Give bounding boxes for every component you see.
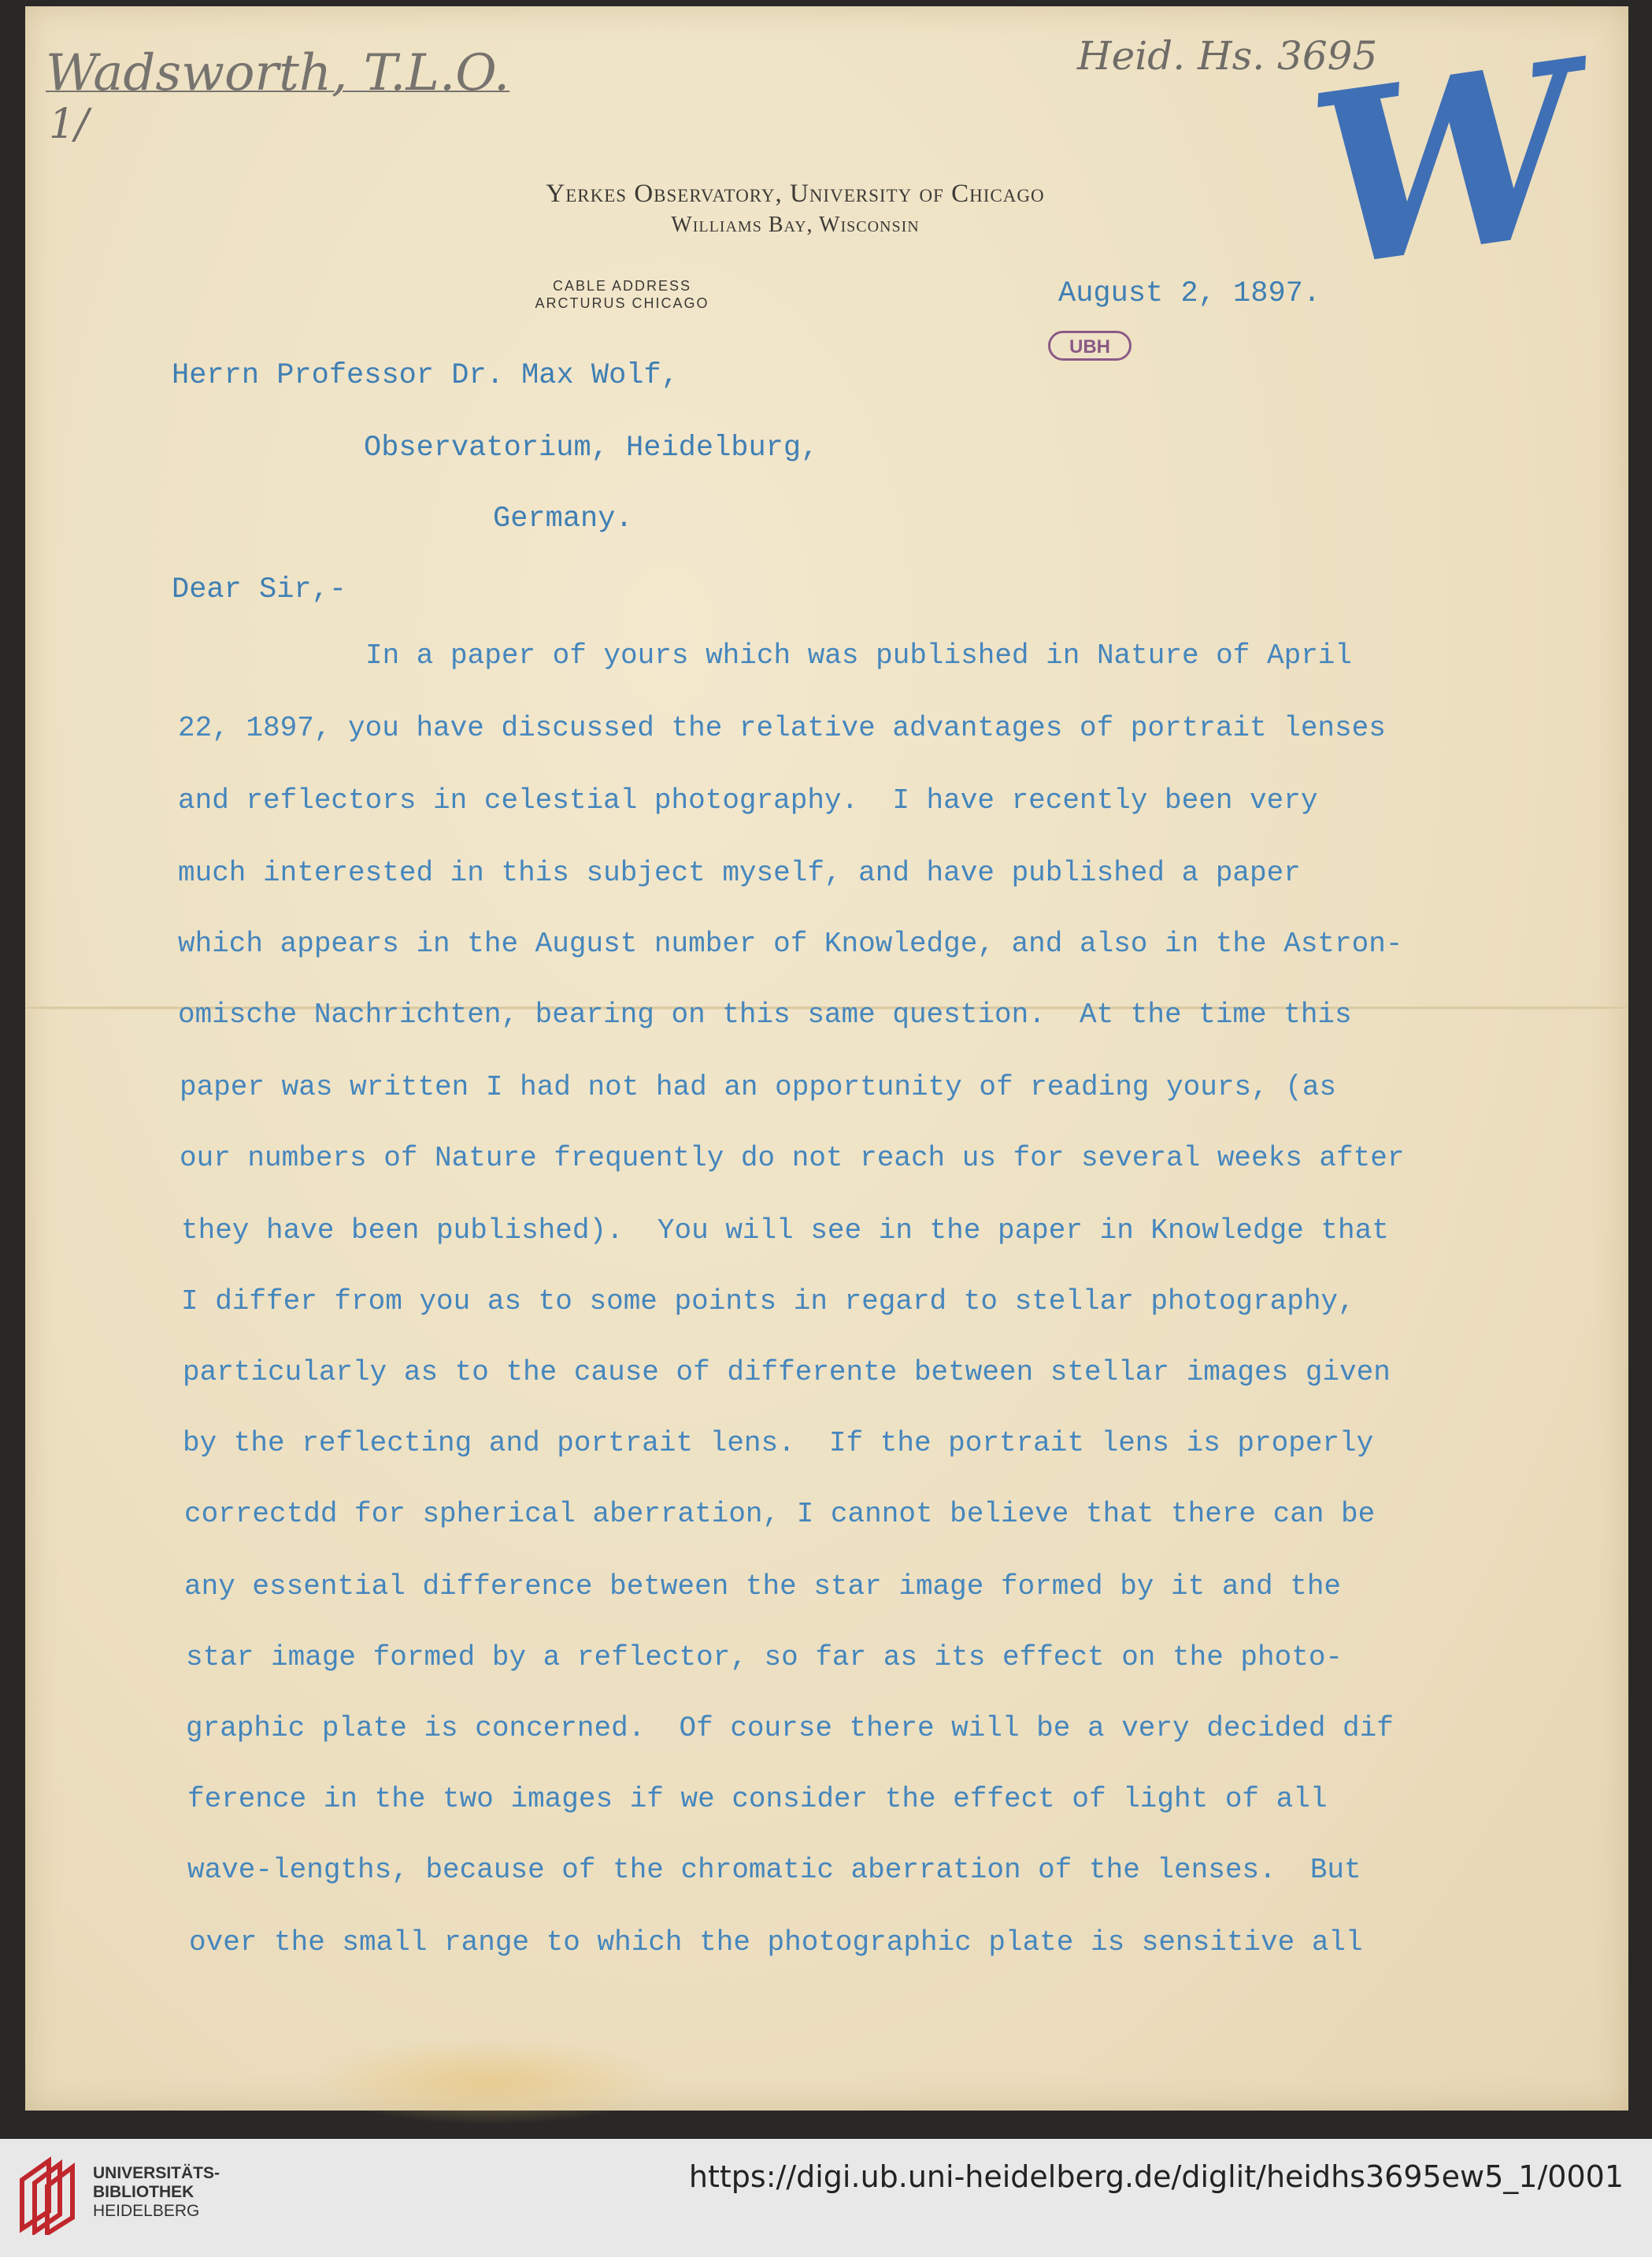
handwritten-name: Wadsworth, T.L.O. [46, 44, 510, 102]
body-line: and reflectors in celestial photography. I have recently been very [178, 784, 1318, 817]
body-line: In a paper of yours which was published in Nature of April [365, 639, 1353, 672]
handwritten-shelfmark: Heid. Hs. 3695 [1077, 33, 1378, 79]
recipient-line-2: Observatorium, Heidelburg, [364, 432, 819, 465]
cable-address-label: CABLE ADDRESS [552, 278, 692, 294]
paper-stain [309, 2038, 671, 2125]
body-line: which appears in the August number of Knowledge, and also in the Astron- [178, 928, 1403, 960]
handwritten-folio: 1/ [49, 101, 89, 148]
body-line: over the small range to which the photographic plate is sensitive all [189, 1926, 1363, 1959]
blue-crayon-letter: W [1297, 9, 1598, 321]
body-line: star image formed by a reflector, so far as its effect on the photo- [186, 1641, 1343, 1673]
body-line: our numbers of Nature frequently do not reach us for several weeks after [180, 1142, 1405, 1174]
library-name [93, 2164, 220, 2221]
recipient-line-1: Herrn Professor Dr. Max Wolf, [172, 359, 679, 392]
body-line: 22, 1897, you have discussed the relative advantages of portrait lenses [178, 712, 1386, 744]
recipient-line-3: Germany. [493, 502, 633, 536]
cable-address-value: ARCTURUS CHICAGO [535, 295, 709, 311]
library-stamp: UBH [1048, 331, 1132, 361]
library-name-line-1: UNIVERSITÄTS- [93, 2164, 220, 2182]
body-line: graphic plate is concerned. Of course there will be a very decided dif [186, 1712, 1394, 1744]
cable-address [504, 277, 740, 312]
body-line: I differ from you as to some points in regard to stellar photography, [181, 1285, 1355, 1318]
body-line: wave-lengths, because of the chromatic aberration of the lenses. But [187, 1854, 1361, 1886]
body-line: particularly as to the cause of differente between stellar images given [183, 1356, 1391, 1388]
body-line: correctdd for spherical aberration, I cannot believe that there can be [184, 1498, 1376, 1530]
library-name-line-2: BIBLIOTHEK [93, 2183, 194, 2201]
body-line: paper was written I had not had an opportunity of reading yours, (as [180, 1071, 1337, 1103]
library-logo-icon [17, 2156, 83, 2235]
body-line: omische Nachrichten, bearing on this same question. At the time this [178, 999, 1352, 1031]
body-line: any essential difference between the star image formed by it and the [184, 1570, 1342, 1603]
letterhead-location: Williams Bay, Wisconsin [671, 213, 920, 237]
permalink-url[interactable]: https://digi.ub.uni-heidelberg.de/diglit/heidhs3695ew5_1/0001 [688, 2159, 1624, 2194]
body-line: by the reflecting and portrait lens. If the portrait lens is properly [183, 1427, 1374, 1459]
body-line: they have been published). You will see in the paper in Knowledge that [181, 1214, 1389, 1247]
library-name-line-3: HEIDELBERG [93, 2202, 200, 2220]
body-line: ference in the two images if we consider the effect of light of all [187, 1783, 1328, 1815]
letterhead-title: Yerkes Observatory, University of Chicago [546, 180, 1045, 208]
salutation: Dear Sir,- [172, 573, 347, 606]
body-line: much interested in this subject myself, and have published a paper [178, 857, 1301, 889]
letter-date: August 2, 1897. [1058, 277, 1321, 310]
